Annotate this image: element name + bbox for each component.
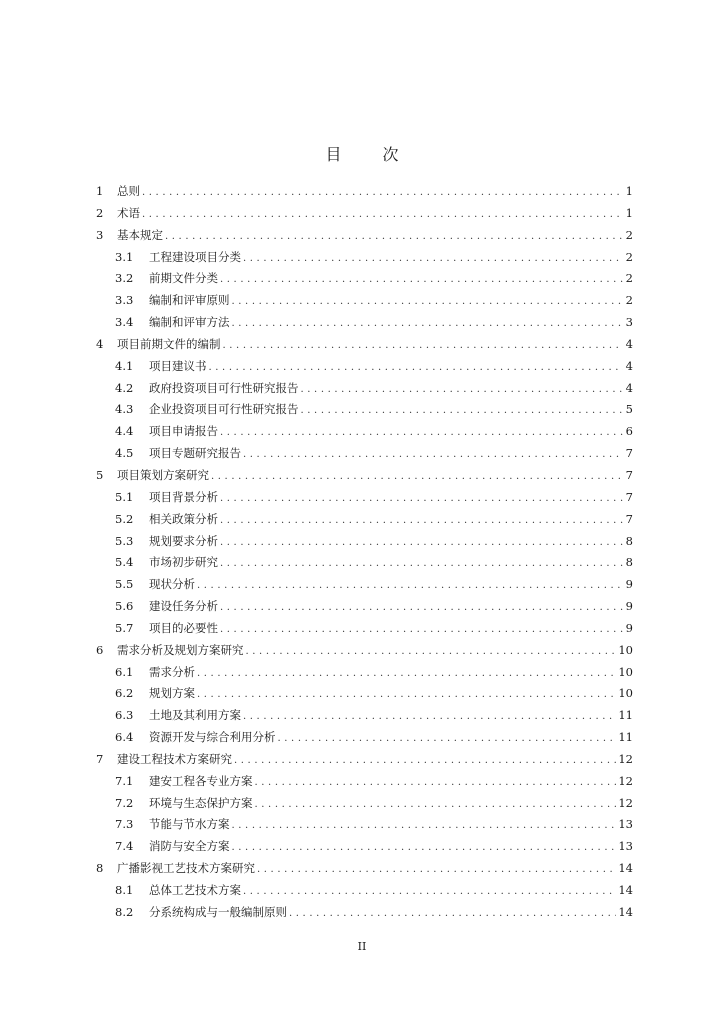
toc-entry-number: 4.1 — [115, 358, 134, 373]
toc-entry-number: 7.1 — [115, 773, 134, 788]
toc-entry-number: 2 — [96, 205, 104, 220]
toc-entry[interactable] — [96, 685, 633, 707]
toc-entry-page: 4 — [625, 336, 633, 351]
toc-entry[interactable] — [96, 642, 633, 664]
toc-entry-page: 13 — [618, 817, 633, 832]
toc-entry[interactable] — [96, 270, 633, 292]
toc-entry-page: 9 — [625, 577, 633, 592]
toc-entry[interactable] — [96, 445, 633, 467]
toc-dot-leader — [232, 820, 617, 831]
toc-dot-leader — [301, 405, 624, 416]
toc-entry-title: 土地及其利用方案 — [149, 708, 241, 723]
table-of-contents — [96, 183, 633, 926]
toc-entry-page: 2 — [625, 293, 633, 308]
toc-entry[interactable] — [96, 292, 633, 314]
toc-entry-page: 12 — [618, 795, 633, 810]
toc-dot-leader — [234, 755, 616, 766]
toc-entry-number: 3 — [96, 227, 104, 242]
toc-entry-page: 14 — [618, 883, 633, 897]
toc-entry-page: 4 — [625, 380, 633, 395]
toc-entry-number: 7.4 — [115, 839, 134, 854]
toc-entry[interactable] — [96, 860, 633, 882]
toc-entry[interactable] — [96, 489, 633, 511]
toc-entry-page: 10 — [618, 686, 633, 701]
toc-entry[interactable] — [96, 554, 633, 576]
toc-entry-page: 5 — [625, 402, 633, 417]
toc-entry-title: 环境与生态保护方案 — [149, 795, 253, 810]
toc-dot-leader — [142, 209, 623, 220]
toc-entry-number: 5.7 — [115, 620, 134, 635]
toc-entry[interactable] — [96, 882, 633, 904]
toc-entry-number: 3.1 — [115, 249, 134, 264]
toc-entry[interactable] — [96, 620, 633, 642]
toc-entry-title: 需求分析及规划方案研究 — [117, 642, 244, 657]
toc-entry-page: 3 — [625, 315, 633, 330]
toc-entry-page: 11 — [618, 730, 633, 745]
toc-entry-number: 8.2 — [115, 904, 134, 919]
toc-entry-page: 10 — [618, 664, 633, 679]
toc-entry[interactable] — [96, 773, 633, 795]
toc-entry-page: 2 — [625, 227, 633, 242]
toc-dot-leader — [220, 602, 623, 613]
toc-entry-number: 6.1 — [115, 664, 134, 679]
toc-entry-title: 编制和评审方法 — [149, 315, 230, 330]
toc-dot-leader — [232, 296, 624, 307]
toc-entry[interactable] — [96, 729, 633, 751]
toc-dot-leader — [220, 558, 623, 569]
toc-entry-page: 7 — [625, 467, 633, 482]
toc-entry-title: 市场初步研究 — [149, 555, 218, 570]
toc-dot-leader — [243, 449, 623, 460]
toc-entry-page: 2 — [625, 271, 633, 286]
toc-dot-leader — [197, 689, 616, 700]
toc-entry-page: 13 — [618, 839, 633, 854]
toc-entry-page: 1 — [625, 205, 633, 220]
toc-dot-leader — [223, 340, 624, 351]
toc-entry-title: 项目背景分析 — [149, 489, 218, 504]
toc-entry-title: 分系统构成与一般编制原则 — [149, 904, 287, 919]
toc-entry[interactable] — [96, 358, 633, 380]
toc-entry-page: 7 — [625, 511, 633, 526]
toc-entry-page: 12 — [618, 773, 633, 788]
toc-entry-title: 前期文件分类 — [149, 271, 218, 286]
toc-entry-number: 4.2 — [115, 380, 134, 395]
toc-entry-number: 8.1 — [115, 883, 134, 897]
toc-entry-title: 基本规定 — [117, 227, 163, 242]
toc-entry-title: 消防与安全方案 — [149, 839, 230, 854]
toc-entry-number: 7.2 — [115, 795, 134, 810]
toc-entry[interactable] — [96, 401, 633, 423]
toc-entry[interactable] — [96, 205, 633, 227]
toc-dot-leader — [220, 427, 623, 438]
toc-entry[interactable] — [96, 533, 633, 555]
toc-entry[interactable] — [96, 707, 633, 729]
toc-entry-title: 工程建设项目分类 — [149, 249, 241, 264]
toc-entry-number: 4 — [96, 336, 104, 351]
toc-entry-title: 术语 — [117, 205, 140, 220]
toc-entry-number: 3.4 — [115, 315, 134, 330]
toc-dot-leader — [257, 864, 616, 875]
toc-entry-number: 5.5 — [115, 577, 134, 592]
toc-entry-page: 7 — [625, 489, 633, 504]
toc-entry[interactable] — [96, 598, 633, 620]
toc-entry-title: 总体工艺技术方案 — [149, 883, 241, 897]
toc-entry-title: 现状分析 — [149, 577, 195, 592]
toc-entry-title: 项目策划方案研究 — [117, 467, 209, 482]
toc-entry-title: 项目的必要性 — [149, 620, 218, 635]
toc-entry-number: 6.3 — [115, 708, 134, 723]
toc-entry-number: 3.3 — [115, 293, 134, 308]
toc-entry[interactable] — [96, 511, 633, 533]
toc-entry-title: 建安工程各专业方案 — [149, 773, 253, 788]
toc-entry[interactable] — [96, 816, 633, 838]
toc-entry-number: 5.1 — [115, 489, 134, 504]
toc-entry-number: 3.2 — [115, 271, 134, 286]
toc-entry-page: 11 — [618, 708, 633, 723]
toc-entry[interactable] — [96, 751, 633, 773]
toc-entry-title: 项目前期文件的编制 — [117, 336, 221, 351]
toc-entry-number: 1 — [96, 184, 104, 198]
toc-entry-title: 项目建议书 — [149, 358, 207, 373]
toc-entry-number: 6.2 — [115, 686, 134, 701]
toc-entry[interactable] — [96, 380, 633, 402]
toc-entry[interactable] — [96, 838, 633, 860]
toc-entry[interactable] — [96, 576, 633, 598]
page-number: II — [357, 940, 367, 953]
toc-dot-leader — [220, 493, 623, 504]
toc-dot-leader — [220, 274, 623, 285]
toc-entry[interactable] — [96, 467, 633, 489]
toc-entry-number: 4.5 — [115, 446, 134, 461]
toc-entry-page: 8 — [625, 555, 633, 570]
toc-dot-leader — [220, 624, 623, 635]
toc-entry-page: 9 — [625, 620, 633, 635]
toc-entry-page: 10 — [618, 642, 633, 657]
toc-entry-page: 6 — [625, 424, 633, 439]
toc-entry-title: 总则 — [117, 184, 140, 198]
toc-entry-page: 8 — [625, 533, 633, 548]
toc-dot-leader — [220, 515, 623, 526]
toc-entry-title: 广播影视工艺技术方案研究 — [117, 861, 255, 876]
toc-dot-leader — [142, 187, 623, 198]
toc-dot-leader — [243, 886, 616, 897]
toc-dot-leader — [246, 646, 617, 657]
toc-entry[interactable] — [96, 227, 633, 249]
toc-dot-leader — [232, 318, 624, 329]
toc-dot-leader — [232, 842, 617, 853]
page-title: 目 次 — [325, 145, 417, 164]
toc-entry-title: 企业投资项目可行性研究报告 — [149, 402, 299, 417]
toc-entry-page: 14 — [618, 861, 633, 876]
toc-entry-title: 建设任务分析 — [149, 599, 218, 614]
toc-entry-number: 5 — [96, 467, 104, 482]
toc-entry-number: 6 — [96, 642, 104, 657]
toc-dot-leader — [243, 253, 623, 264]
toc-entry[interactable] — [96, 183, 633, 205]
toc-dot-leader — [255, 777, 617, 788]
toc-entry[interactable] — [96, 795, 633, 817]
toc-dot-leader — [197, 580, 623, 591]
toc-dot-leader — [197, 668, 616, 679]
toc-entry-page: 4 — [625, 358, 633, 373]
toc-entry[interactable] — [96, 249, 633, 271]
toc-entry-number: 5.6 — [115, 599, 134, 614]
toc-entry-title: 规划方案 — [149, 686, 195, 701]
toc-dot-leader — [255, 799, 617, 810]
toc-entry[interactable] — [96, 336, 633, 358]
toc-dot-leader — [165, 231, 623, 242]
toc-entry-page: 2 — [625, 249, 633, 264]
toc-entry-number: 5.3 — [115, 533, 134, 548]
toc-entry-title: 资源开发与综合利用分析 — [149, 730, 276, 745]
toc-entry-title: 相关政策分析 — [149, 511, 218, 526]
toc-entry-number: 7.3 — [115, 817, 134, 832]
toc-entry-page: 9 — [625, 599, 633, 614]
toc-dot-leader — [289, 908, 616, 919]
toc-entry-title: 需求分析 — [149, 664, 195, 679]
toc-entry[interactable] — [96, 314, 633, 336]
toc-entry-title: 政府投资项目可行性研究报告 — [149, 380, 299, 395]
toc-dot-leader — [243, 711, 616, 722]
toc-entry-number: 7 — [96, 751, 104, 766]
toc-entry-title: 规划要求分析 — [149, 533, 218, 548]
toc-entry-title: 项目申请报告 — [149, 424, 218, 439]
toc-entry[interactable] — [96, 423, 633, 445]
toc-dot-leader — [220, 537, 623, 548]
toc-dot-leader — [301, 384, 624, 395]
toc-entry-number: 6.4 — [115, 730, 134, 745]
toc-entry-number: 5.4 — [115, 555, 134, 570]
toc-entry-page: 1 — [625, 184, 633, 198]
toc-entry[interactable] — [96, 664, 633, 686]
toc-entry-title: 项目专题研究报告 — [149, 446, 241, 461]
toc-dot-leader — [209, 362, 624, 373]
toc-entry-number: 8 — [96, 861, 104, 876]
toc-entry-number: 4.4 — [115, 424, 134, 439]
toc-entry-title: 编制和评审原则 — [149, 293, 230, 308]
toc-entry-title: 建设工程技术方案研究 — [117, 751, 232, 766]
toc-entry-number: 5.2 — [115, 511, 134, 526]
toc-entry-page: 12 — [618, 751, 633, 766]
toc-dot-leader — [278, 733, 617, 744]
toc-entry[interactable] — [96, 904, 633, 926]
toc-entry-page: 7 — [625, 446, 633, 461]
toc-dot-leader — [211, 471, 623, 482]
toc-entry-number: 4.3 — [115, 402, 134, 417]
toc-entry-title: 节能与节水方案 — [149, 817, 230, 832]
toc-entry-page: 14 — [618, 904, 633, 919]
